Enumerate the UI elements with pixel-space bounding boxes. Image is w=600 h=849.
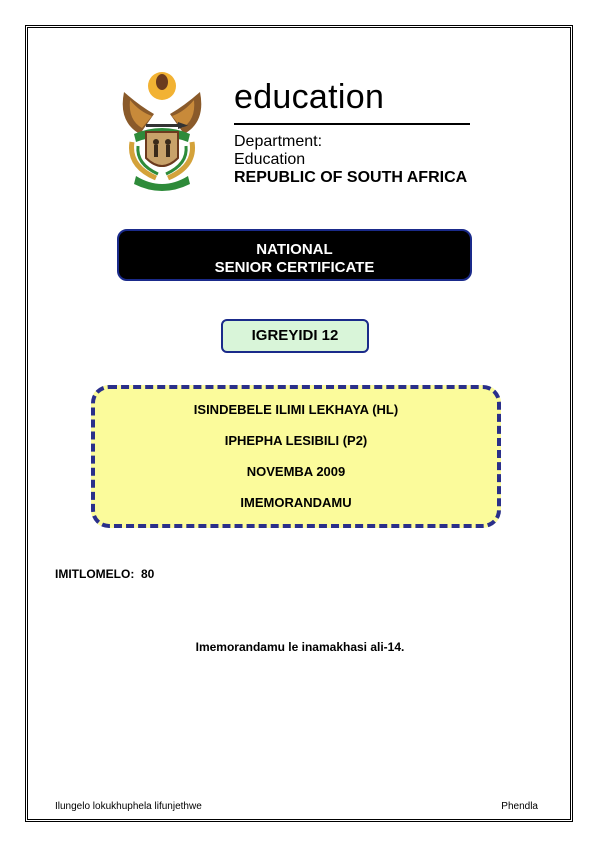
department-name: Education: [234, 151, 306, 168]
brand-title: education: [234, 78, 385, 116]
pages-note: Imemorandamu le inamakhasi ali-14.: [195, 640, 405, 654]
coat-of-arms-icon: [110, 62, 214, 194]
brand-divider: [234, 123, 470, 125]
certificate-line-2: SENIOR CERTIFICATE: [214, 259, 375, 276]
subject-language: ISINDEBELE ILIMI LEKHAYA (HL): [193, 402, 399, 417]
subject-date: NOVEMBA 2009: [246, 464, 346, 479]
certificate-line-1: NATIONAL: [256, 241, 333, 258]
grade-box: IGREYIDI 12: [221, 319, 369, 353]
certificate-box: [117, 229, 472, 281]
logo-block: [96, 50, 492, 212]
footer-copyright: Ilungelo lokukhuphela lifunjethwe: [55, 801, 202, 812]
footer-next: Phendla: [501, 801, 538, 812]
total-marks: IMITLOMELO: 80: [55, 567, 155, 581]
subject-paper: IPHEPHA LESIBILI (P2): [224, 433, 368, 448]
subject-type: IMEMORANDAMU: [240, 495, 352, 510]
department-label: Department:: [234, 133, 323, 150]
subject-box: [91, 385, 501, 528]
country-name: REPUBLIC OF SOUTH AFRICA: [234, 169, 468, 186]
